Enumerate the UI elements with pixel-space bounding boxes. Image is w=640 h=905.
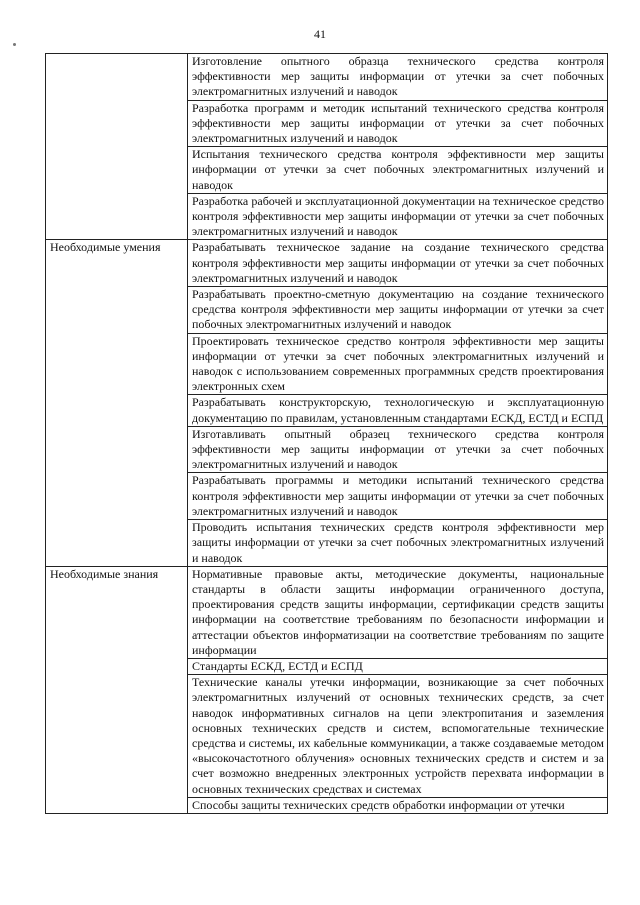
table-cell: Разрабатывать проектно-сметную документацию на создание технического средства контроля эффективности мер защиты информации от утечки за счет побочных электромагнитных излучений и наводок — [188, 287, 608, 334]
table-cell: Испытания технического средства контроля эффективности мер защиты информации от утечки за счет побочных электромагнитных излучений и наводок — [188, 147, 608, 194]
table-cell: Разрабатывать техническое задание на создание технического средства контроля эффективности мер защиты информации от утечки за счет побочных электромагнитных излучений и наводок — [188, 240, 608, 287]
section-label: Необходимые знания — [46, 566, 188, 813]
table-row — [46, 240, 608, 287]
table-cell: Технические каналы утечки информации, возникающие за счет побочных электромагнитных излучений от основных технических средств, за счет наводок информативных сигналов на цепи электропитания и заземления основных технических средств и систем, вспомогательные технические средства и системы, их кабельные коммуникации, а также создаваемые методом «высокочастотного облучения» основных технических средств и систем и за счет возможно внедренных электронных устройств перехвата информации в основных технических средствах и системах — [188, 675, 608, 798]
table-row — [46, 566, 608, 658]
table-cell: Изготовление опытного образца технического средства контроля эффективности мер защиты информации от утечки за счет побочных электромагнитных излучений и наводок — [188, 54, 608, 101]
table-cell: Разработка программ и методик испытаний технического средства контроля эффективности мер защиты информации от утечки за счет побочных электромагнитных излучений и наводок — [188, 100, 608, 147]
table-cell: Разрабатывать конструкторскую, технологическую и эксплуатационную документацию по правилам, установленным стандартами ЕСКД, ЕСТД и ЕСПД — [188, 395, 608, 426]
section-label: Необходимые умения — [46, 240, 188, 566]
table-cell: Нормативные правовые акты, методические документы, национальные стандарты в области защиты информации ограниченного доступа, проектирования средств защиты информации, сертификации средств защиты информации на соответствие требованиям по безопасности информации и аттестации объектов информатизации на соответствие требованиям по защите информации — [188, 566, 608, 658]
table-cell: Разрабатывать программы и методики испытаний технического средства контроля эффективности мер защиты информации от утечки за счет побочных электромагнитных излучений и наводок — [188, 473, 608, 520]
table-cell: Проводить испытания технических средств контроля эффективности мер защиты информации от утечки за счет побочных электромагнитных излучений и наводок — [188, 520, 608, 567]
page-number: 41 — [314, 27, 326, 41]
table-cell: Изготавливать опытный образец технического средства контроля эффективности мер защиты информации от утечки за счет побочных электромагнитных излучений и наводок — [188, 426, 608, 473]
competency-table — [45, 53, 608, 814]
table-cell: Стандарты ЕСКД, ЕСТД и ЕСПД — [188, 658, 608, 674]
table-cell: Разработка рабочей и эксплуатационной документации на техническое средство контроля эффективности мер защиты информации от утечки за счет побочных электромагнитных излучений и наводок — [188, 193, 608, 240]
table-body — [46, 54, 608, 814]
section-label — [46, 54, 188, 240]
table-cell: Проектировать техническое средство контроля эффективности мер защиты информации от утечки за счет побочных электромагнитных излучений и наводок с использованием современных программных средств проектирования электронных схем — [188, 333, 608, 395]
scan-dot — [13, 43, 16, 46]
table-row — [46, 54, 608, 101]
table-cell: Способы защиты технических средств обработки информации от утечки — [188, 797, 608, 813]
